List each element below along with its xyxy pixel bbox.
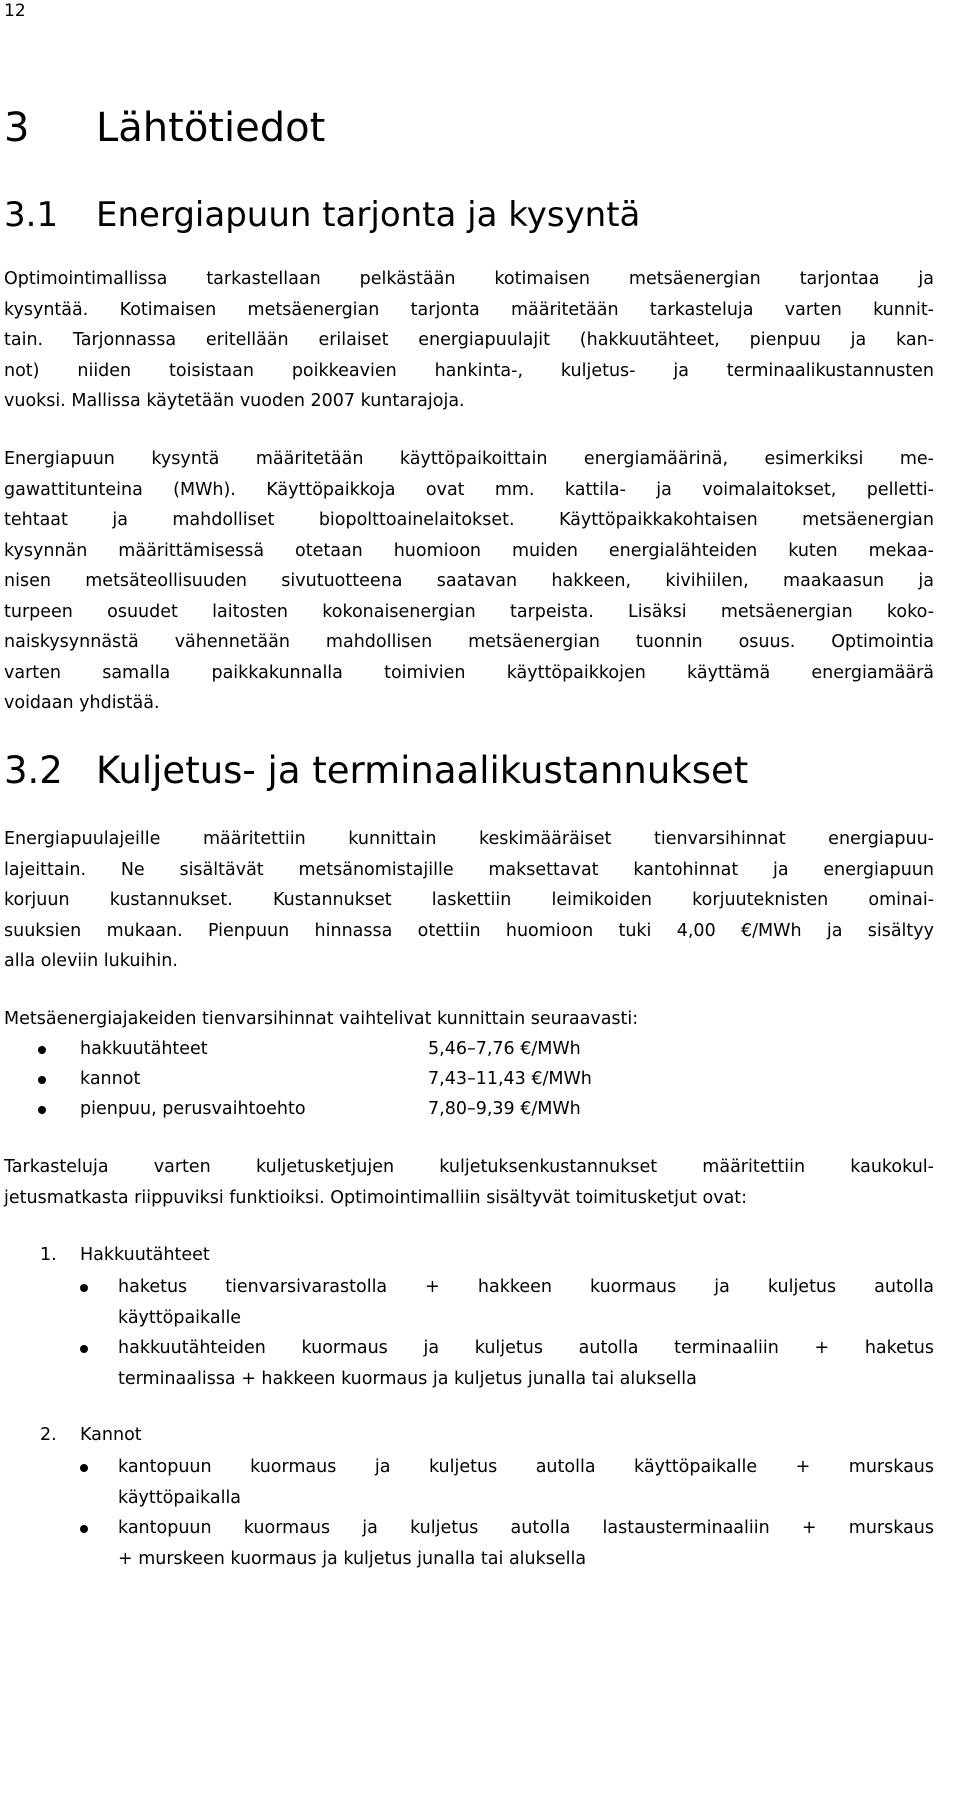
text-line: Energiapuun kysyntä määritetään käyttöpaikoittain energiamäärinä, esimerkiksi me- [4, 449, 934, 469]
chain-item [118, 1272, 934, 1333]
chain-item [118, 1513, 934, 1574]
chain-title: Kannot [80, 1425, 142, 1445]
bullet-icon [38, 1076, 46, 1084]
text-line: hakkuutähteiden kuormaus ja kuljetus autolla terminaaliin + haketus [118, 1338, 934, 1358]
chain-number: 2. [40, 1425, 57, 1445]
text-line: tain. Tarjonnassa eritellään erilaiset energiapuulajit (hakkuutähteet, pienpuu ja kan- [4, 330, 934, 350]
section-number: 3.2 [4, 749, 63, 792]
text-line: Metsäenergiajakeiden tienvarsihinnat vaihtelivat kunnittain seuraavasti: [4, 1009, 639, 1029]
section-title: Kuljetus- ja terminaalikustannukset [96, 749, 749, 792]
bullet-icon [38, 1106, 46, 1114]
text-line: lajeittain. Ne sisältävät metsänomistajille maksettavat kantohinnat ja energiapuun [4, 859, 934, 880]
paragraph-roadside-prices [4, 824, 934, 977]
paragraph-price-intro [4, 1004, 934, 1035]
chain-item [118, 1333, 934, 1394]
chain-item [118, 1452, 934, 1513]
bullet-icon [80, 1345, 88, 1353]
bullet-icon [80, 1464, 88, 1472]
bullet-icon [80, 1525, 88, 1533]
paragraph-transport-chains [4, 1152, 934, 1213]
text-line: Tarkasteluja varten kuljetusketjujen kuljetuksenkustannukset määritettiin kaukokul- [4, 1157, 934, 1177]
text-line: not) niiden toisistaan poikkeavien hankinta-, kuljetus- ja terminaalikustannusten [4, 360, 934, 381]
text-line: kantopuun kuormaus ja kuljetus autolla käyttöpaikalle + murskaus [118, 1457, 934, 1477]
text-line: kantopuun kuormaus ja kuljetus autolla lastausterminaaliin + murskaus [118, 1518, 934, 1538]
text-line: turpeen osuudet laitosten kokonaisenergian tarpeista. Lisäksi metsäenergian koko- [4, 601, 934, 622]
paragraph-supply [4, 264, 934, 417]
bullet-icon [38, 1046, 46, 1054]
text-line: käyttöpaikalle [118, 1307, 242, 1328]
price-item-value: 7,80–9,39 €/MWh [428, 1099, 581, 1119]
chapter-title: Lähtötiedot [96, 105, 326, 151]
text-line: voidaan yhdistää. [4, 693, 160, 713]
text-line: jetusmatkasta riippuviksi funktioiksi. Optimointimalliin sisältyvät toimitusketjut ovat: [4, 1187, 748, 1208]
bullet-icon [80, 1284, 88, 1292]
text-line: naiskysynnästä vähennetään mahdollisen metsäenergian tuonnin osuus. Optimointia [4, 632, 934, 652]
price-item-name: hakkuutähteet [80, 1039, 208, 1059]
price-item-value: 5,46–7,76 €/MWh [428, 1039, 581, 1059]
text-line: kysynnän määrittämisessä otetaan huomioon muiden energialähteiden kuten mekaa- [4, 540, 934, 561]
paragraph-demand [4, 444, 934, 719]
text-line: korjuun kustannukset. Kustannukset laskettiin leimikoiden korjuuteknisten ominai- [4, 890, 934, 910]
text-line: varten samalla paikkakunnalla toimivien käyttöpaikkojen käyttämä energiamäärä [4, 662, 934, 683]
text-line: alla oleviin lukuihin. [4, 951, 178, 971]
text-line: käyttöpaikalla [118, 1487, 242, 1508]
text-line: kysyntää. Kotimaisen metsäenergian tarjonta määritetään tarkasteluja varten kunnit- [4, 299, 934, 320]
price-item-name: kannot [80, 1069, 141, 1089]
text-line: tehtaat ja mahdolliset biopolttoainelaitokset. Käyttöpaikkakohtaisen metsäenergian [4, 510, 934, 530]
chapter-number: 3 [4, 105, 30, 151]
text-line: + murskeen kuormaus ja kuljetus junalla tai aluksella [118, 1548, 587, 1569]
price-item-name: pienpuu, perusvaihtoehto [80, 1099, 306, 1119]
text-line: vuoksi. Mallissa käytetään vuoden 2007 kuntarajoja. [4, 391, 465, 411]
page-number: 12 [4, 1, 26, 21]
text-line: terminaalissa + hakkeen kuormaus ja kuljetus junalla tai aluksella [118, 1368, 697, 1389]
text-line: gawattitunteina (MWh). Käyttöpaikkoja ovat mm. kattila- ja voimalaitokset, pelletti- [4, 479, 934, 500]
chain-title: Hakkuutähteet [80, 1245, 210, 1265]
price-item-value: 7,43–11,43 €/MWh [428, 1069, 592, 1089]
text-line: suuksien mukaan. Pienpuun hinnassa otettiin huomioon tuki 4,00 €/MWh ja sisältyy [4, 920, 934, 941]
text-line: nisen metsäteollisuuden sivutuotteena saatavan hakkeen, kivihiilen, maakaasun ja [4, 571, 934, 591]
text-line: Optimointimallissa tarkastellaan pelkästään kotimaisen metsäenergian tarjontaa ja [4, 269, 934, 289]
chain-number: 1. [40, 1245, 57, 1265]
section-number: 3.1 [4, 195, 59, 235]
text-line: Energiapuulajeille määritettiin kunnittain keskimääräiset tienvarsihinnat energiapuu- [4, 829, 934, 849]
text-line: haketus tienvarsivarastolla + hakkeen kuormaus ja kuljetus autolla [118, 1277, 934, 1297]
section-title: Energiapuun tarjonta ja kysyntä [96, 195, 641, 235]
